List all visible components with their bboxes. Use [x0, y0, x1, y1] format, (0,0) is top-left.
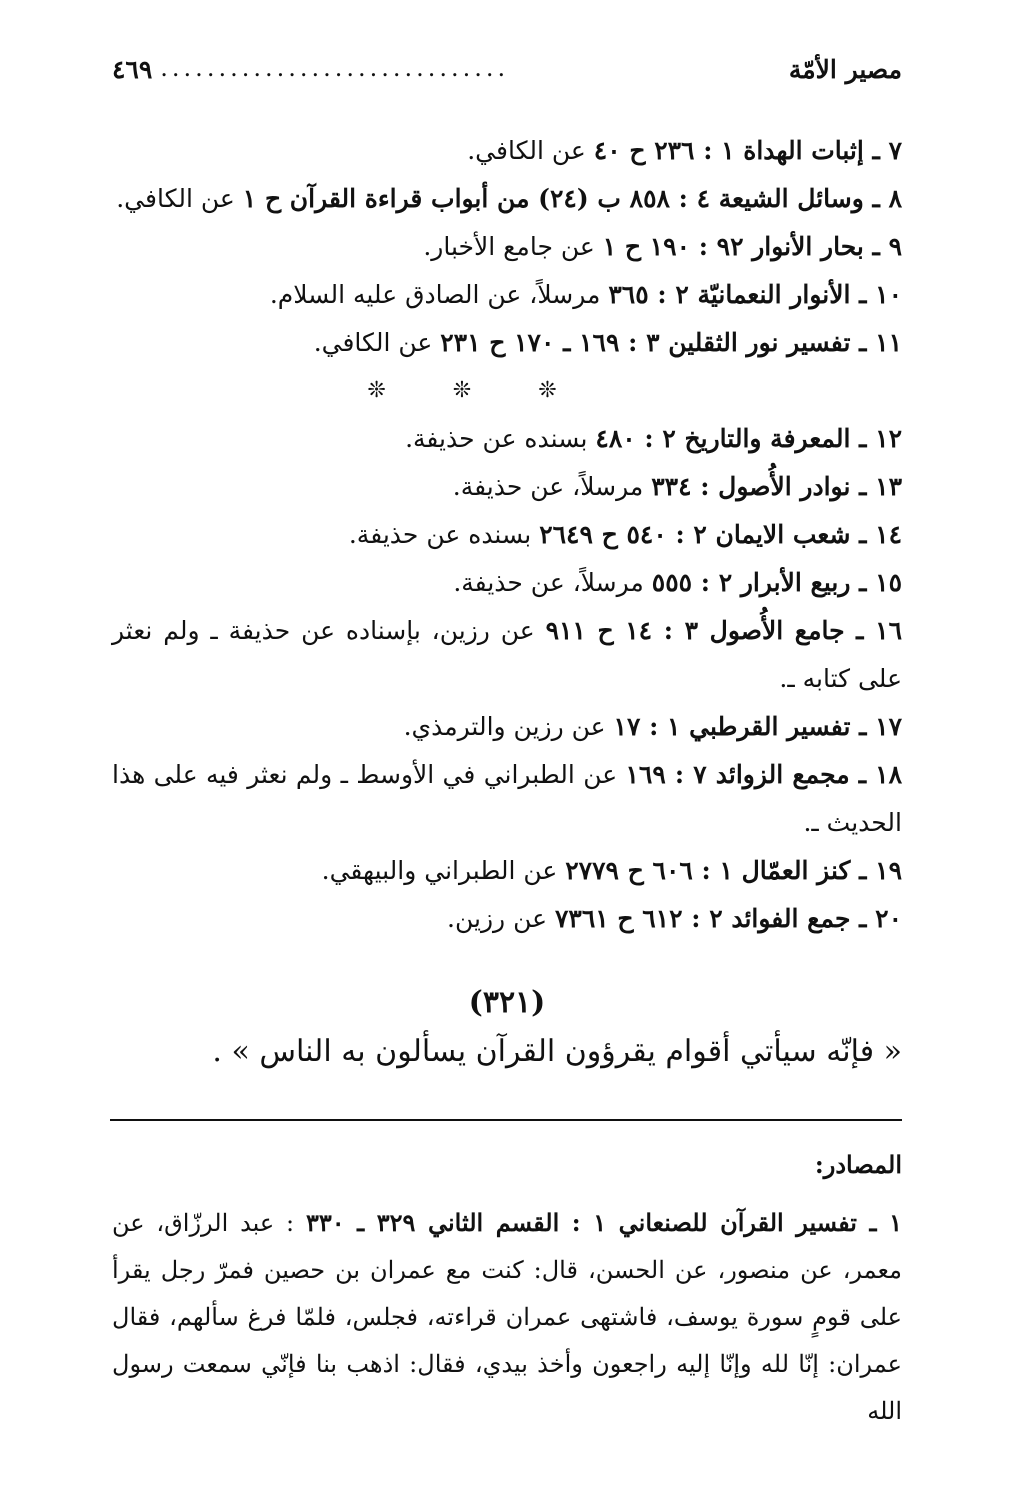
- reference-text: عن الكافي.: [313, 328, 441, 357]
- reference-label: ١٥ ـ ربيع الأبرار ٢ : ٥٥٥: [651, 568, 902, 597]
- reference-label: ١٠ ـ الأنوار النعمانيّة ٢ : ٣٦٥: [608, 280, 902, 309]
- reference-item: [112, 511, 902, 559]
- reference-label: ٧ ـ إثبات الهداة ١ : ٢٣٦ ح ٤٠: [593, 136, 902, 165]
- page-header: [112, 40, 902, 84]
- star-separator: ❊ ❊ ❊: [367, 378, 587, 403]
- source-label: ١ ـ تفسير القرآن للصنعاني ١ : القسم الثاني ٣٢٩ ـ ٣٣٠: [305, 1208, 902, 1237]
- reference-item: [112, 223, 902, 271]
- reference-item: [112, 847, 902, 895]
- reference-item: [112, 319, 902, 367]
- reference-text: مرسلاً، عن حذيفة.: [452, 472, 652, 501]
- page-number: ٤٦٩: [112, 55, 153, 84]
- source-text: : عبد الرزّاق، عن معمر، عن منصور، عن الحسن، قال: كنت مع عمران بن حصين فمرّ رجل يقرأ على قومٍ سورة يوسف، فاشتهى عمران قراءته، فجلس، فلمّا فرغ سألهم، فقال عمران: إنّا لله وإنّا إليه راجعون وأخذ بيدي، فقال: اذهب بنا فإنّي سمعت رسول الله: [112, 1209, 902, 1425]
- entry-quote: « فإنّه سيأتي أقوام يقرؤون القرآن يسألون به الناس » .: [212, 1034, 902, 1069]
- reference-text: بسنده عن حذيفة.: [348, 520, 540, 549]
- reference-label: ١٤ ـ شعب الايمان ٢ : ٥٤٠ ح ٢٦٤٩: [539, 520, 902, 549]
- reference-item: [112, 271, 902, 319]
- reference-label: ١٩ ـ كنز العمّال ١ : ٦٠٦ ح ٢٧٧٩: [565, 856, 902, 885]
- reference-label: ١٨ ـ مجمع الزوائد ٧ : ١٦٩: [625, 760, 902, 789]
- running-title: مصير الأمّة: [788, 55, 902, 84]
- sources-heading: المصادر:: [814, 1150, 902, 1179]
- sources-paragraph: [112, 1199, 902, 1435]
- reference-label: ٩ ـ بحار الأنوار ٩٢ : ١٩٠ ح ١: [602, 232, 902, 261]
- reference-item: [112, 751, 902, 847]
- reference-label: ٢٠ ـ جمع الفوائد ٢ : ٦١٢ ح ٧٣٦١: [554, 904, 902, 933]
- footnote-divider: [110, 1119, 902, 1121]
- reference-label: ١٢ ـ المعرفة والتاريخ ٢ : ٤٨٠: [595, 424, 902, 453]
- reference-item: [112, 463, 902, 511]
- reference-label: ١٦ ـ جامع الأُصول ٣ : ١٤ ح ٩١١: [545, 616, 902, 645]
- reference-item: [112, 895, 902, 943]
- reference-text: عن رزين والترمذي.: [403, 712, 614, 741]
- reference-item: [112, 127, 902, 175]
- reference-text: مرسلاً، عن الصادق عليه السلام.: [269, 280, 609, 309]
- reference-text: عن جامع الأخبار.: [423, 232, 603, 261]
- reference-text: عن الطبراني والبيهقي.: [321, 856, 566, 885]
- reference-label: ٨ ـ وسائل الشيعة ٤ : ٨٥٨ ب (٢٤) من أبواب قراءة القرآن ح ١: [242, 184, 902, 213]
- reference-text: مرسلاً، عن حذيفة.: [453, 568, 652, 597]
- entry-number: (٣٢١): [468, 985, 546, 1020]
- reference-item: [112, 607, 902, 703]
- reference-text: عن الطبراني في الأوسط ـ ولم نعثر فيه على هذا الحديث ـ.: [112, 760, 902, 837]
- reference-label: ١٧ ـ تفسير القرطبي ١ : ١٧: [613, 712, 902, 741]
- dot-leader: ..............................: [160, 54, 510, 82]
- reference-item: [112, 559, 902, 607]
- reference-text: عن الكافي.: [116, 184, 243, 213]
- reference-text: عن رزين.: [447, 904, 555, 933]
- reference-text: عن رزين، بإسناده عن حذيفة ـ ولم نعثر على كتابه ـ.: [112, 616, 902, 693]
- reference-label: ١١ ـ تفسير نور الثقلين ٣ : ١٦٩ ـ ١٧٠ ح ٢٣١: [440, 328, 902, 357]
- reference-list: [112, 127, 902, 943]
- reference-label: ١٣ ـ نوادر الأُصول : ٣٣٤: [651, 472, 902, 501]
- reference-item: [112, 175, 902, 223]
- reference-text: عن الكافي.: [467, 136, 594, 165]
- reference-item: [112, 415, 902, 463]
- reference-item: [112, 703, 902, 751]
- reference-text: بسنده عن حذيفة.: [405, 424, 596, 453]
